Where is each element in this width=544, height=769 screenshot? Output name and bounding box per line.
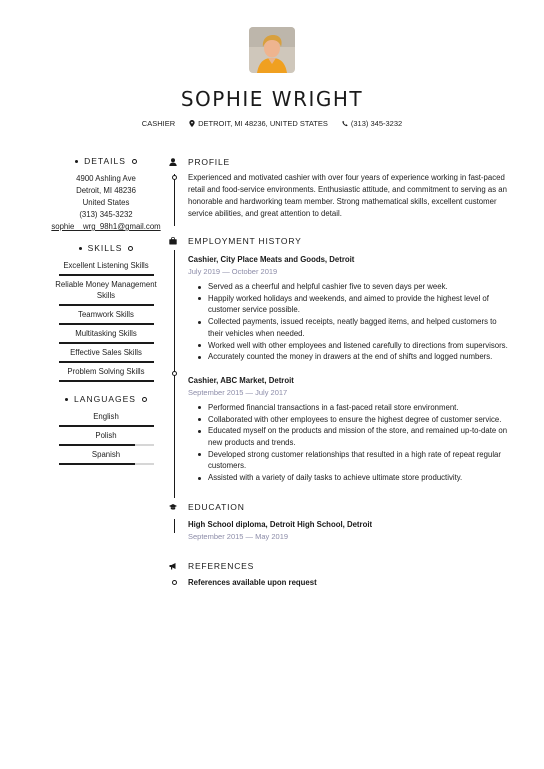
skill-item (40, 325, 172, 344)
skill-label: Effective Sales Skills (70, 348, 142, 357)
job-bullet: Accurately counted the money in drawers at the end of shifts and logged numbers. (188, 351, 511, 363)
education-entry (188, 519, 511, 543)
language-item (40, 408, 172, 427)
references-entry (188, 577, 511, 589)
job-bullets (188, 281, 511, 363)
phone-item (342, 119, 402, 128)
language-level-fill (59, 444, 135, 446)
phone-text: (313) 345-3232 (350, 119, 403, 128)
details-heading (40, 155, 172, 167)
heading-dot-icon (65, 398, 68, 401)
job-entry (188, 375, 511, 484)
skills-section (40, 242, 172, 382)
profile-section (166, 155, 511, 220)
education-section (166, 500, 511, 543)
profile-text: Experienced and motivated cashier with over four years of experience working in fast-paced retail and food-service environments. Enthusiastic attitude, and commitment to serving as an honorable and hardworking team member. Strong mathematical skills, excellent customer service abilities, and great attention to detail. (188, 173, 507, 218)
job-dates: July 2019 — October 2019 (188, 267, 278, 276)
skill-label: Multitasking Skills (75, 329, 137, 338)
language-item (40, 446, 172, 465)
skill-item (40, 363, 172, 382)
job-entry (188, 254, 511, 363)
references-text: References available upon request (188, 577, 317, 587)
skill-item (40, 257, 172, 276)
heading-ring-icon (128, 246, 133, 251)
details-block (40, 173, 172, 233)
references-section (166, 559, 511, 589)
contact-line (0, 119, 544, 128)
job-dates: September 2015 — July 2017 (188, 387, 288, 397)
language-label: Spanish (91, 450, 121, 459)
job-bullet: Assisted with a variety of daily tasks to achieve ultimate store productivity. (188, 472, 511, 484)
language-level-bar (59, 425, 154, 427)
languages-heading-text: LANGUAGES (74, 394, 136, 404)
location-text: DETROIT, MI 48236, UNITED STATES (198, 119, 328, 128)
address-line-2: Detroit, MI 48236 (76, 186, 136, 195)
language-level-bar (59, 463, 154, 465)
employment-section (166, 234, 511, 484)
timeline-dot (172, 580, 177, 585)
job-bullet: Served as a cheerful and helpful cashier five to seven days per week. (188, 281, 511, 293)
skills-heading-text: SKILLS (87, 243, 123, 253)
languages-heading (40, 393, 172, 405)
right-column (166, 155, 511, 589)
job-title: CASHIER (141, 119, 176, 128)
email-link[interactable]: sophie__wrg_98h1@gmail.com (51, 222, 161, 231)
job-bullet: Developed strong customer relationships that resulted in a high rate of repeat regular customers. (188, 449, 511, 472)
references-heading (166, 559, 511, 573)
job-bullet: Performed financial transactions in a fast-paced retail store environment. (188, 402, 511, 414)
graduation-cap-icon (169, 503, 177, 511)
job-bullets (188, 402, 511, 484)
timeline-line (174, 519, 175, 533)
language-item (40, 427, 172, 446)
job-bullet: Happily worked holidays and weekends, and aimed to provide the highest level of customer service possible. (188, 293, 511, 316)
education-heading (166, 500, 511, 514)
skill-level-bar (59, 380, 154, 382)
profile-photo (249, 27, 295, 73)
heading-ring-icon (132, 159, 137, 164)
language-level-fill (59, 425, 154, 427)
location-item (189, 119, 328, 128)
job-title: Cashier, City Place Meats and Goods, Detroit (188, 255, 355, 264)
education-title: High School diploma, Detroit High School, Detroit (188, 519, 373, 529)
education-dates: September 2015 — May 2019 (188, 531, 289, 541)
person-icon (169, 158, 177, 166)
timeline-line (174, 376, 175, 498)
candidate-name: SOPHIE WRIGHT (180, 87, 364, 111)
language-label: English (93, 412, 119, 421)
details-phone: (313) 345-3232 (79, 210, 133, 219)
employment-heading-text: EMPLOYMENT HISTORY (188, 236, 302, 246)
profile-heading (166, 155, 511, 169)
timeline-dot (172, 175, 177, 180)
skills-heading (40, 242, 172, 254)
skill-label: Excellent Listening Skills (63, 261, 149, 270)
language-level-fill (59, 463, 135, 465)
job-bullet: Educated myself on the products and mission of the store, and remained up-to-date on new products and trends. (188, 425, 511, 448)
heading-dot-icon (79, 247, 82, 250)
skill-label: Reliable Money Management Skills (55, 280, 157, 300)
address-line-1: 4900 Ashling Ave (76, 174, 136, 183)
education-heading-text: EDUCATION (188, 501, 245, 512)
skill-label: Teamwork Skills (78, 310, 134, 319)
left-column (40, 155, 172, 465)
country: United States (82, 198, 130, 207)
employment-heading (166, 234, 511, 248)
language-label: Polish (95, 431, 117, 440)
job-bullet: Collected payments, issued receipts, neatly bagged items, and helped customers to their vehicles when needed. (188, 316, 511, 339)
skill-item (40, 276, 172, 306)
languages-section (40, 393, 172, 465)
skills-list (40, 257, 172, 382)
job-bullet: Worked well with other employees and listened carefully to directions from supervisors. (188, 340, 511, 352)
timeline-line (174, 174, 175, 226)
heading-ring-icon (142, 397, 147, 402)
heading-dot-icon (75, 160, 78, 163)
details-heading-text: DETAILS (84, 156, 126, 166)
job-title: Cashier, ABC Market, Detroit (188, 375, 294, 385)
references-heading-text: REFERENCES (188, 560, 255, 571)
profile-body (188, 172, 511, 220)
skill-label: Problem Solving Skills (67, 367, 145, 376)
location-pin-icon (189, 120, 195, 127)
megaphone-icon (169, 562, 177, 570)
skill-item (40, 344, 172, 363)
languages-list (40, 408, 172, 465)
job-bullet: Collaborated with other employees to ensure the highest degree of customer service. (188, 414, 511, 426)
profile-heading-text: PROFILE (188, 157, 230, 167)
briefcase-icon (169, 237, 177, 245)
skill-item (40, 306, 172, 325)
language-level-bar (59, 444, 154, 446)
phone-icon (342, 120, 348, 127)
